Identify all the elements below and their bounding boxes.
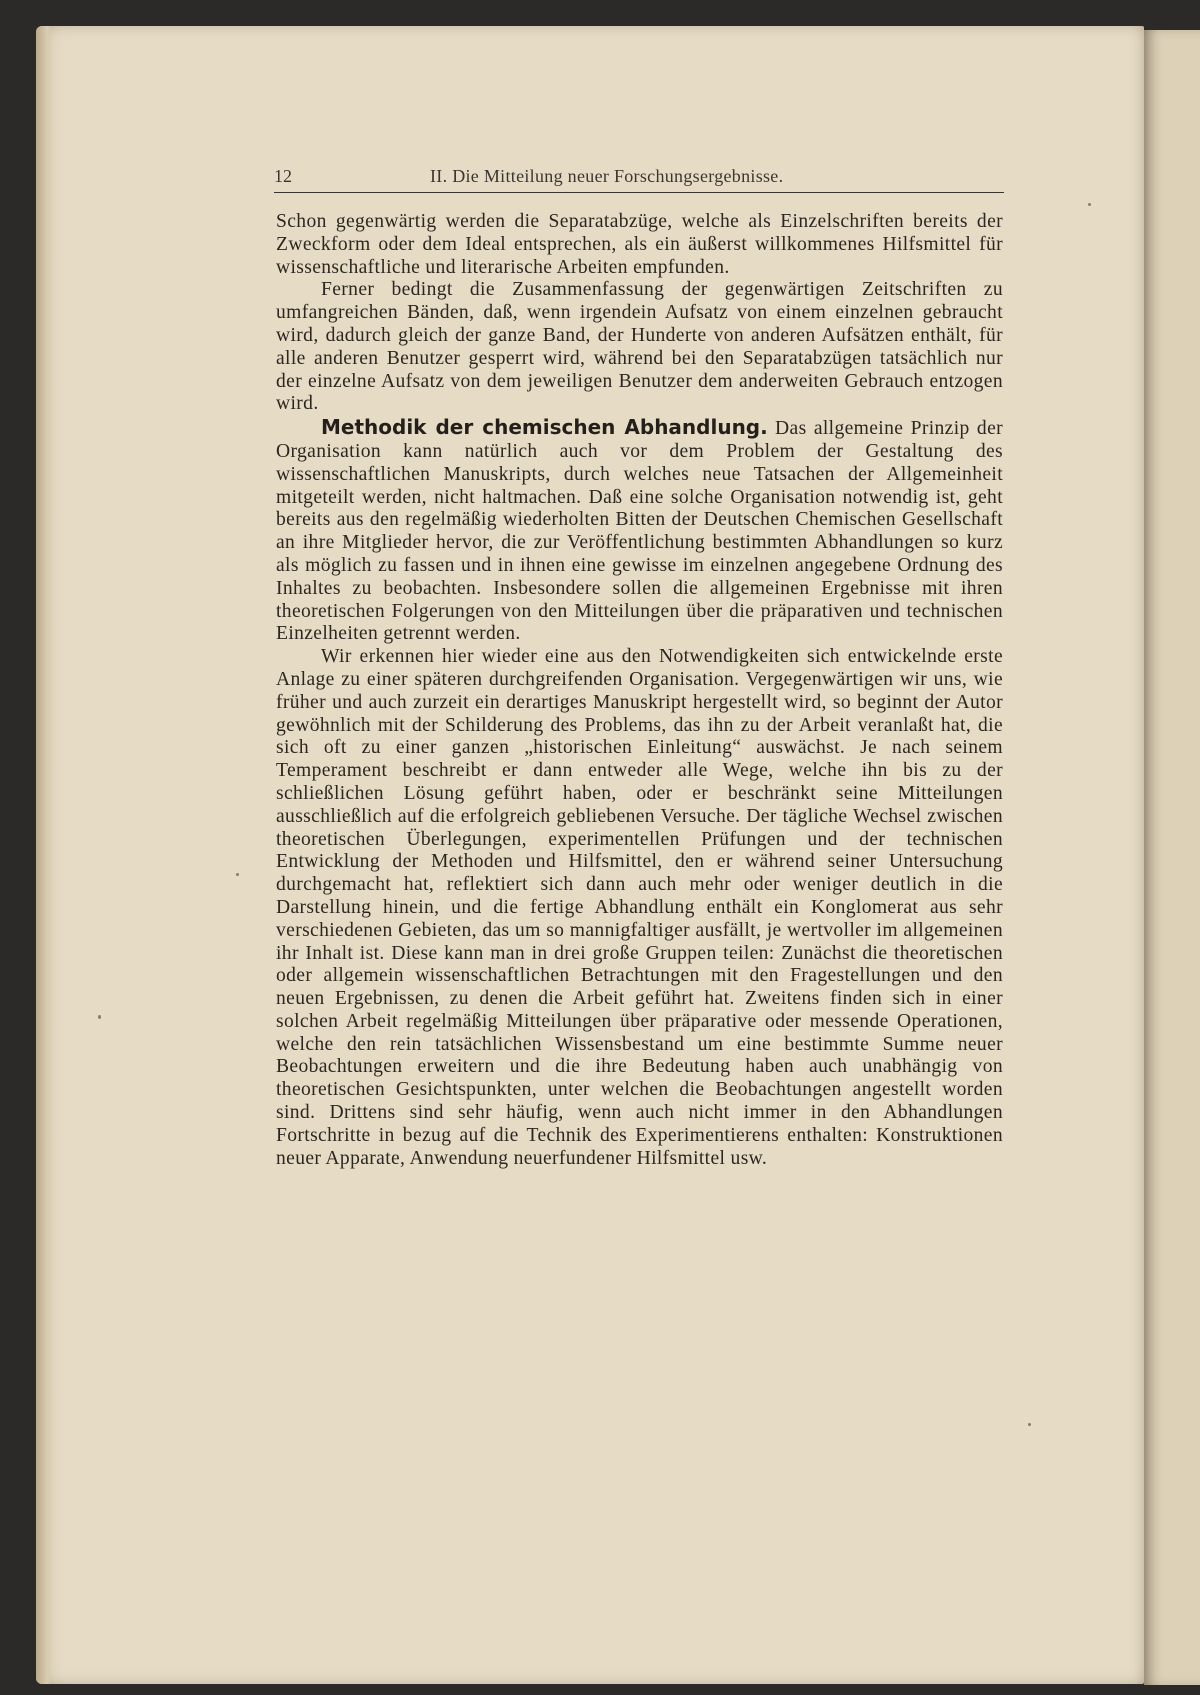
page-number: 12: [274, 166, 292, 186]
paragraph: Schon gegenwärtig werden die Separatabzüge, welche als Einzelschriften bereits der Zweckform oder dem Ideal entsprechen, als ein äußerst willkommenes Hilfsmittel für wissenschaftliche und literarische Arbeiten empfunden.: [276, 211, 1003, 278]
next-page-edge: [1144, 30, 1200, 1685]
section-heading: Methodik der chemischen Abhandlung.: [321, 415, 768, 440]
paper-speck: [236, 873, 239, 876]
spine-edge: [36, 26, 52, 1684]
header-rule: [274, 192, 1004, 193]
paragraph: Ferner bedingt die Zusammenfassung der gegenwärtigen Zeitschriften zu umfangreichen Bänden, daß, wenn irgendein Aufsatz von einem einzelnen gebraucht wird, dadurch gleich der ganze Band, der Hunderte von anderen Aufsätzen enthält, für alle anderen Benutzer gesperrt wird, während bei den Separatabzügen tatsächlich nur der einzelne Aufsatz von dem jeweiligen Benutzer dem anderweiten Gebrauch entzogen wird.: [276, 279, 1003, 415]
paper-speck: [98, 1015, 101, 1019]
paragraph: Wir erkennen hier wieder eine aus den Notwendigkeiten sich entwickelnde erste Anlage zu einer späteren durchgreifenden Organisation. Vergegenwärtigen wir uns, wie früher und auch zurzeit ein derartiges Manuskript hergestellt wird, so beginnt der Autor gewöhnlich mit der Schilderung des Problems, das ihn zu der Arbeit veranlaßt hat, die sich oft zu einer ganzen „historischen Einleitung“ auswächst. Je nach seinem Temperament beschreibt er dann entweder alle Wege, welche ihn bis zu der schließlichen Lösung geführt haben, oder er beschränkt seine Mitteilungen ausschließlich auf die erfolgreich gebliebenen Versuche. Der tägliche Wechsel zwischen theoretischen Überlegungen, experimentellen Prüfungen und der technischen Entwicklung der Methoden und Hilfsmittel, den er während seiner Untersuchung durchgemacht hat, reflektiert sich dann auch mehr oder weniger deutlich in die Darstellung hinein, und die fertige Abhandlung enthält ein Konglomerat aus sehr verschiedenen Gebieten, das um so mannigfaltiger ausfällt, je wertvoller im allgemeinen ihr Inhalt ist. Diese kann man in drei große Gruppen teilen: Zunächst die theoretischen oder allgemein wissenschaftlichen Betrachtungen mit den Fragestellungen und den neuen Ergebnissen, zu denen die Arbeit geführt hat. Zweitens finden sich in einer solchen Arbeit regelmäßig Mitteilungen über präparative oder messende Operationen, welche den rein tatsächlichen Wissensbestand um eine bestimmte Summe neuer Beobachtungen erweitern und die ihre Bedeutung haben auch unabhängig von theoretischen Gesichtspunkten, unter welchen die Beobachtungen angestellt worden sind. Drittens sind sehr häufig, wenn auch nicht immer in den Abhandlungen Fortschritte in bezug auf die Technik des Experimentierens enthalten: Konstruktionen neuer Apparate, Anwendung neuerfundener Hilfsmittel usw.: [276, 646, 1003, 1169]
running-head: [274, 160, 1004, 194]
running-title: II. Die Mitteilung neuer Forschungsergebnisse.: [430, 166, 784, 186]
section-paragraph: [276, 416, 1003, 646]
paper-speck: [1028, 1423, 1031, 1426]
paper-speck: [1088, 203, 1091, 206]
body-text: [276, 211, 1003, 1170]
paragraph-text: Das allgemeine Prinzip der Organisation kann natürlich auch vor dem Problem der Gestaltung des wissenschaftlichen Manuskripts, durch welches neue Tatsachen der Allgemeinheit mitgeteilt werden, nicht haltmachen. Daß eine solche Organisation notwendig ist, geht bereits aus den regelmäßig wiederholten Bitten der Deutschen Chemischen Gesellschaft an ihre Mitglieder hervor, die zur Veröffentlichung bestimmten Abhandlungen so kurz als möglich zu fassen und in ihnen eine gewisse im einzelnen angegebene Ordnung des Inhaltes zu beobachten. Insbesondere sollen die allgemeinen Ergebnisse mit ihren theoretischen Folgerungen von den Mitteilungen über die präparativen und technischen Einzelheiten getrennt werden.: [276, 418, 1003, 645]
